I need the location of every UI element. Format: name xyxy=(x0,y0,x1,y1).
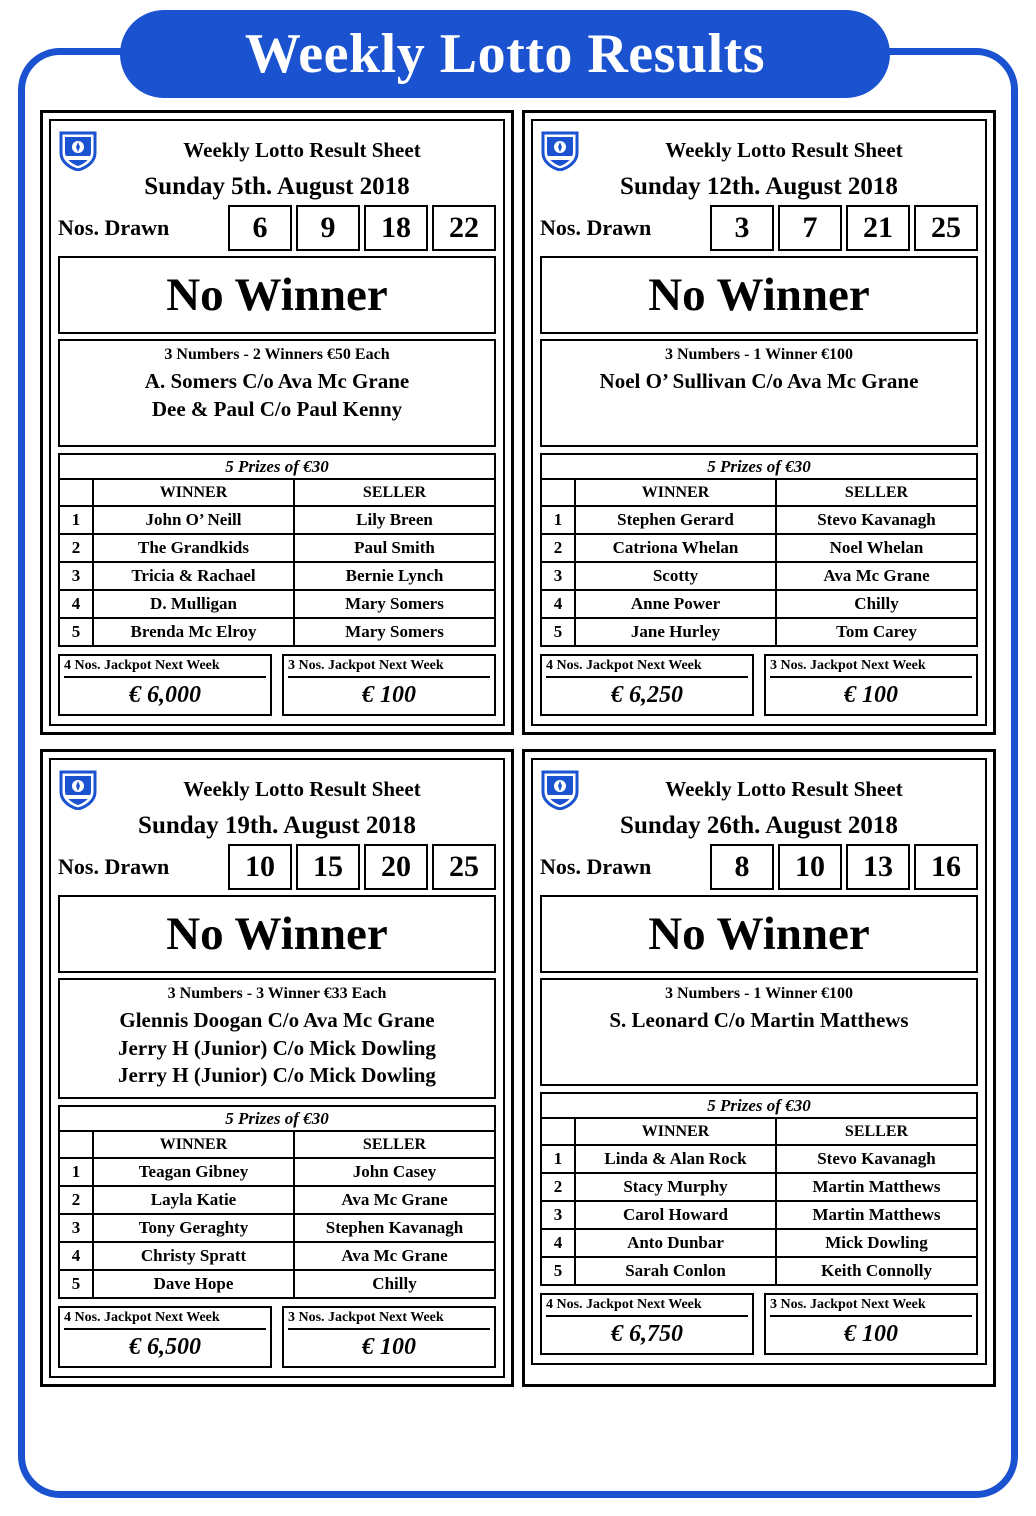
drawn-number: 25 xyxy=(432,844,496,890)
drawn-number: 22 xyxy=(432,205,496,251)
drawn-number: 6 xyxy=(228,205,292,251)
jackpot-3-amount: € 100 xyxy=(844,1321,898,1347)
table-row xyxy=(541,562,977,590)
table-row xyxy=(541,1229,977,1257)
sheet-inner-frame xyxy=(531,119,987,726)
lotto-result-sheet xyxy=(40,749,514,1387)
prize-index: 3 xyxy=(59,562,93,590)
table-row xyxy=(59,1186,495,1214)
club-crest-icon xyxy=(58,768,98,810)
next-week-jackpots xyxy=(58,1306,496,1368)
sheet-date: Sunday 12th. August 2018 xyxy=(620,173,898,200)
drawn-numbers-list xyxy=(659,205,978,251)
jackpot-result-box xyxy=(58,895,496,973)
prize-index: 4 xyxy=(541,1229,575,1257)
column-winner: WINNER xyxy=(575,1118,776,1145)
prize-winner: Dave Hope xyxy=(93,1270,294,1298)
prize-seller: Mary Somers xyxy=(294,618,495,646)
club-crest-icon xyxy=(540,129,580,171)
jackpot-4-label: 4 Nos. Jackpot Next Week xyxy=(64,658,266,678)
column-index xyxy=(541,1118,575,1145)
column-seller: SELLER xyxy=(294,479,495,506)
prize-index: 5 xyxy=(59,1270,93,1298)
table-row xyxy=(59,590,495,618)
three-numbers-section xyxy=(58,978,496,1099)
drawn-numbers-list xyxy=(659,844,978,890)
prize-seller: Martin Matthews xyxy=(776,1201,977,1229)
drawn-numbers-row xyxy=(58,205,496,251)
prize-winner: Linda & Alan Rock xyxy=(575,1145,776,1173)
prizes-title: 5 Prizes of €30 xyxy=(58,1105,496,1130)
prize-winner: Catriona Whelan xyxy=(575,534,776,562)
jackpot-result-text: No Winner xyxy=(166,908,388,960)
prize-index: 1 xyxy=(59,506,93,534)
prize-seller: Paul Smith xyxy=(294,534,495,562)
table-row xyxy=(59,534,495,562)
prize-index: 4 xyxy=(59,590,93,618)
prize-winner: Anne Power xyxy=(575,590,776,618)
jackpot-4-label: 4 Nos. Jackpot Next Week xyxy=(546,1297,748,1317)
three-number-winner: Dee & Paul C/o Paul Kenny xyxy=(151,396,403,421)
prize-winner: Carol Howard xyxy=(575,1201,776,1229)
sheet-title: Weekly Lotto Result Sheet xyxy=(183,137,421,162)
jackpot-result-box xyxy=(58,256,496,334)
prize-winner: Tony Geraghty xyxy=(93,1214,294,1242)
table-header-row xyxy=(59,1131,495,1158)
table-row xyxy=(541,590,977,618)
column-seller: SELLER xyxy=(294,1131,495,1158)
table-row xyxy=(541,1201,977,1229)
drawn-number: 25 xyxy=(914,205,978,251)
prize-seller: Mick Dowling xyxy=(776,1229,977,1257)
table-row xyxy=(541,618,977,646)
prize-winner: Sarah Conlon xyxy=(575,1257,776,1285)
prize-index: 3 xyxy=(541,1201,575,1229)
prize-seller: Ava Mc Grane xyxy=(776,562,977,590)
jackpot-result-box xyxy=(540,895,978,973)
prize-seller: Stevo Kavanagh xyxy=(776,1145,977,1173)
drawn-numbers-row xyxy=(540,205,978,251)
prize-index: 2 xyxy=(59,534,93,562)
jackpot-3-numbers xyxy=(282,1306,496,1368)
prize-seller: Chilly xyxy=(776,590,977,618)
drawn-numbers-label: Nos. Drawn xyxy=(540,215,652,240)
sheet-header xyxy=(58,768,496,810)
table-row xyxy=(59,1270,495,1298)
table-row xyxy=(541,1173,977,1201)
next-week-jackpots xyxy=(540,1293,978,1355)
jackpot-4-numbers xyxy=(58,1306,272,1368)
drawn-number: 18 xyxy=(364,205,428,251)
sheet-inner-frame xyxy=(49,119,505,726)
prizes-title: 5 Prizes of €30 xyxy=(540,453,978,478)
jackpot-result-text: No Winner xyxy=(166,269,388,321)
table-row xyxy=(541,1257,977,1285)
drawn-number: 9 xyxy=(296,205,360,251)
jackpot-3-label: 3 Nos. Jackpot Next Week xyxy=(770,1297,972,1317)
prize-index: 5 xyxy=(541,1257,575,1285)
drawn-numbers-label: Nos. Drawn xyxy=(58,854,170,879)
jackpot-result-text: No Winner xyxy=(648,269,870,321)
jackpot-4-label: 4 Nos. Jackpot Next Week xyxy=(546,658,748,678)
prize-index: 2 xyxy=(59,1186,93,1214)
prizes-table xyxy=(540,478,978,647)
table-row xyxy=(59,506,495,534)
poster-title-banner xyxy=(120,10,890,98)
jackpot-4-amount: € 6,000 xyxy=(129,682,201,708)
sheet-header xyxy=(540,129,978,171)
next-week-jackpots xyxy=(540,654,978,716)
table-row xyxy=(59,1242,495,1270)
three-number-winner: Jerry H (Junior) C/o Mick Dowling xyxy=(118,1063,436,1088)
prize-winner: The Grandkids xyxy=(93,534,294,562)
prize-index: 5 xyxy=(541,618,575,646)
lotto-sheet-grid xyxy=(40,110,996,1387)
jackpot-3-amount: € 100 xyxy=(362,1334,416,1361)
drawn-number: 10 xyxy=(228,844,292,890)
jackpot-3-label: 3 Nos. Jackpot Next Week xyxy=(288,1310,490,1330)
page-title: Weekly Lotto Results xyxy=(244,23,766,85)
three-number-winner: Noel O’ Sullivan C/o Ava Mc Grane xyxy=(599,369,919,393)
table-row xyxy=(541,506,977,534)
prize-winner: Brenda Mc Elroy xyxy=(93,618,294,646)
drawn-number: 10 xyxy=(778,844,842,890)
jackpot-3-label: 3 Nos. Jackpot Next Week xyxy=(288,658,490,678)
prize-index: 4 xyxy=(59,1242,93,1270)
prize-winner: Layla Katie xyxy=(93,1186,294,1214)
sheet-title: Weekly Lotto Result Sheet xyxy=(665,137,903,162)
column-seller: SELLER xyxy=(776,1118,977,1145)
prize-seller: Bernie Lynch xyxy=(294,562,495,590)
jackpot-4-amount: € 6,250 xyxy=(611,682,683,708)
prize-winner: Scotty xyxy=(575,562,776,590)
sheet-title: Weekly Lotto Result Sheet xyxy=(183,776,421,801)
three-numbers-header: 3 Numbers - 3 Winner €33 Each xyxy=(167,985,387,1002)
column-winner: WINNER xyxy=(93,479,294,506)
table-row xyxy=(59,1214,495,1242)
drawn-numbers-row xyxy=(58,844,496,890)
prize-index: 1 xyxy=(541,1145,575,1173)
prizes-table xyxy=(540,1117,978,1286)
sheet-header xyxy=(540,768,978,810)
prize-index: 3 xyxy=(541,562,575,590)
prize-index: 4 xyxy=(541,590,575,618)
table-header-row xyxy=(541,1118,977,1145)
prize-seller: Martin Matthews xyxy=(776,1173,977,1201)
prize-seller: Stephen Kavanagh xyxy=(294,1214,495,1242)
jackpot-3-amount: € 100 xyxy=(362,682,416,708)
drawn-number: 16 xyxy=(914,844,978,890)
prize-seller: Lily Breen xyxy=(294,506,495,534)
prize-seller: Ava Mc Grane xyxy=(294,1242,495,1270)
lotto-result-sheet xyxy=(40,110,514,735)
prize-winner: D. Mulligan xyxy=(93,590,294,618)
three-number-winner: Glennis Doogan C/o Ava Mc Grane xyxy=(119,1008,435,1032)
drawn-number: 20 xyxy=(364,844,428,890)
sheet-inner-frame xyxy=(49,758,505,1378)
table-row xyxy=(541,1145,977,1173)
jackpot-4-numbers xyxy=(58,654,272,716)
three-numbers-header: 3 Numbers - 1 Winner €100 xyxy=(664,985,853,1002)
prize-winner: Teagan Gibney xyxy=(93,1158,294,1186)
prize-index: 1 xyxy=(541,506,575,534)
jackpot-4-label: 4 Nos. Jackpot Next Week xyxy=(64,1310,266,1330)
sheet-inner-frame xyxy=(531,758,987,1365)
next-week-jackpots xyxy=(58,654,496,716)
column-index xyxy=(541,479,575,506)
drawn-numbers-row xyxy=(540,844,978,890)
jackpot-4-amount: € 6,500 xyxy=(129,1334,201,1361)
prize-index: 1 xyxy=(59,1158,93,1186)
prizes-table xyxy=(58,1130,496,1299)
column-seller: SELLER xyxy=(776,479,977,506)
drawn-numbers-list xyxy=(177,205,496,251)
club-crest-icon xyxy=(540,768,580,810)
drawn-number: 3 xyxy=(710,205,774,251)
drawn-number: 15 xyxy=(296,844,360,890)
jackpot-4-numbers xyxy=(540,1293,754,1355)
prize-index: 2 xyxy=(541,534,575,562)
drawn-number: 8 xyxy=(710,844,774,890)
sheet-header xyxy=(58,129,496,171)
three-numbers-header: 3 Numbers - 1 Winner €100 xyxy=(664,346,853,363)
column-winner: WINNER xyxy=(93,1131,294,1158)
prize-seller: Mary Somers xyxy=(294,590,495,618)
three-number-winner: A. Somers C/o Ava Mc Grane xyxy=(144,369,410,393)
prizes-title: 5 Prizes of €30 xyxy=(58,453,496,478)
jackpot-3-label: 3 Nos. Jackpot Next Week xyxy=(770,658,972,678)
club-crest-icon xyxy=(58,129,98,171)
prize-winner: Anto Dunbar xyxy=(575,1229,776,1257)
prize-winner: Stacy Murphy xyxy=(575,1173,776,1201)
three-numbers-header: 3 Numbers - 2 Winners €50 Each xyxy=(164,346,390,363)
jackpot-3-numbers xyxy=(764,1293,978,1355)
drawn-numbers-label: Nos. Drawn xyxy=(58,215,170,240)
jackpot-result-text: No Winner xyxy=(648,908,870,960)
prize-index: 5 xyxy=(59,618,93,646)
prize-seller: Ava Mc Grane xyxy=(294,1186,495,1214)
table-header-row xyxy=(541,479,977,506)
sheet-date: Sunday 5th. August 2018 xyxy=(144,173,410,200)
table-header-row xyxy=(59,479,495,506)
column-winner: WINNER xyxy=(575,479,776,506)
prizes-title: 5 Prizes of €30 xyxy=(540,1092,978,1117)
jackpot-4-amount: € 6,750 xyxy=(611,1321,683,1347)
prize-seller: Stevo Kavanagh xyxy=(776,506,977,534)
drawn-number: 13 xyxy=(846,844,910,890)
jackpot-result-box xyxy=(540,256,978,334)
prize-winner: Christy Spratt xyxy=(93,1242,294,1270)
jackpot-3-numbers xyxy=(764,654,978,716)
three-number-winner: S. Leonard C/o Martin Matthews xyxy=(609,1008,909,1032)
drawn-number: 7 xyxy=(778,205,842,251)
three-number-winner: Jerry H (Junior) C/o Mick Dowling xyxy=(118,1035,436,1060)
drawn-number: 21 xyxy=(846,205,910,251)
prize-winner: John O’ Neill xyxy=(93,506,294,534)
sheet-date: Sunday 26th. August 2018 xyxy=(620,812,898,839)
drawn-numbers-label: Nos. Drawn xyxy=(540,854,652,879)
prize-seller: John Casey xyxy=(294,1158,495,1186)
lotto-result-sheet xyxy=(522,749,996,1387)
sheet-title: Weekly Lotto Result Sheet xyxy=(665,776,903,801)
prize-seller: Noel Whelan xyxy=(776,534,977,562)
sheet-date: Sunday 19th. August 2018 xyxy=(138,812,416,839)
prize-index: 3 xyxy=(59,1214,93,1242)
jackpot-3-numbers xyxy=(282,654,496,716)
column-index xyxy=(59,1131,93,1158)
prize-winner: Stephen Gerard xyxy=(575,506,776,534)
prize-seller: Keith Connolly xyxy=(776,1257,977,1285)
drawn-numbers-list xyxy=(177,844,496,890)
lotto-result-sheet xyxy=(522,110,996,735)
prize-seller: Chilly xyxy=(294,1270,495,1298)
jackpot-4-numbers xyxy=(540,654,754,716)
column-index xyxy=(59,479,93,506)
prizes-table xyxy=(58,478,496,647)
jackpot-3-amount: € 100 xyxy=(844,682,898,708)
prize-index: 2 xyxy=(541,1173,575,1201)
three-numbers-section xyxy=(540,978,978,1086)
three-numbers-section xyxy=(58,339,496,447)
table-row xyxy=(541,534,977,562)
prize-winner: Jane Hurley xyxy=(575,618,776,646)
table-row xyxy=(59,562,495,590)
table-row xyxy=(59,618,495,646)
three-numbers-section xyxy=(540,339,978,447)
prize-winner: Tricia & Rachael xyxy=(93,562,294,590)
prize-seller: Tom Carey xyxy=(776,618,977,646)
table-row xyxy=(59,1158,495,1186)
